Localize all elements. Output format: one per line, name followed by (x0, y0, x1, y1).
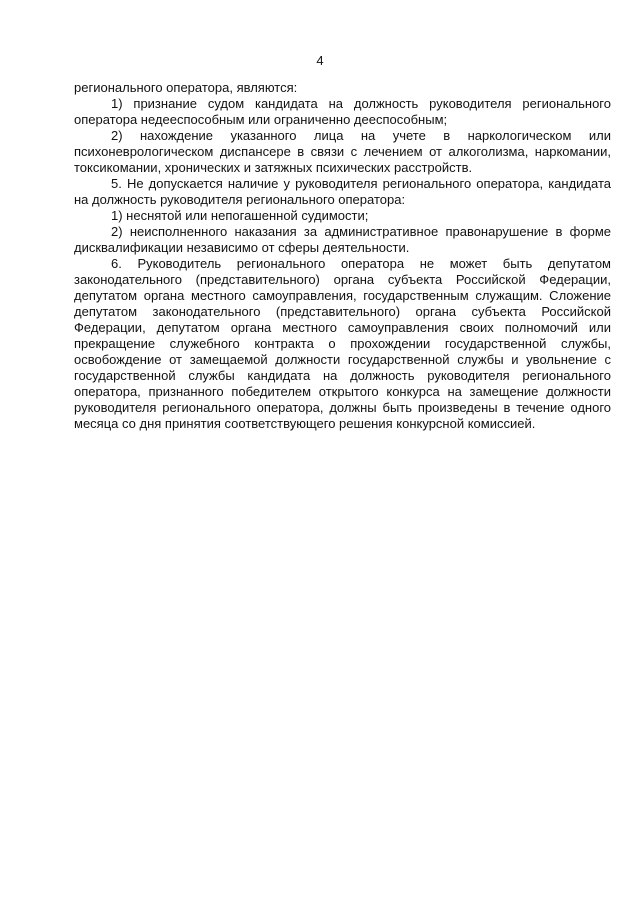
paragraph-6: 6. Руководитель регионального оператора не может быть депутатом законодательного (представительного) органа субъекта Российской Федерации, депутатом органа местного самоуправления, государственным служащим. Сложение депутатом законодательного (представительного) органа субъекта Российской Федерации, депутатом органа местного самоуправления своих полномочий или прекращение служебного контракта о прохождении государственной службы, освобождение от замещаемой должности государственной службы и увольнение с государственной службы кандидата на должность руководителя регионального оператора, признанного победителем открытого конкурса на замещение должности руководителя регионального оператора, должны быть произведены в течение одного месяца со дня принятия соответствующего решения конкурсной комиссией. (74, 256, 611, 431)
paragraph-continuation: регионального оператора, являются: (74, 80, 298, 95)
paragraph-item-4-2: 2) нахождение указанного лица на учете в наркологическом или психоневрологическом диспансере в связи с лечением от алкоголизма, наркомании, токсикомании, хронических и затяжных психических расстройств. (74, 128, 611, 175)
paragraph-item-4-1: 1) признание судом кандидата на должность руководителя регионального оператора недееспособным или ограниченно дееспособным; (74, 96, 611, 127)
paragraph-item-5-1: 1) неснятой или непогашенной судимости; (111, 208, 369, 223)
paragraph-item-5-2: 2) неисполненного наказания за административное правонарушение в форме дисквалификации независимо от сферы деятельности. (74, 224, 611, 255)
page-number: 4 (316, 53, 324, 68)
paragraph-5: 5. Не допускается наличие у руководителя регионального оператора, кандидата на должность руководителя регионального оператора: (74, 176, 611, 207)
document-body (74, 80, 611, 432)
